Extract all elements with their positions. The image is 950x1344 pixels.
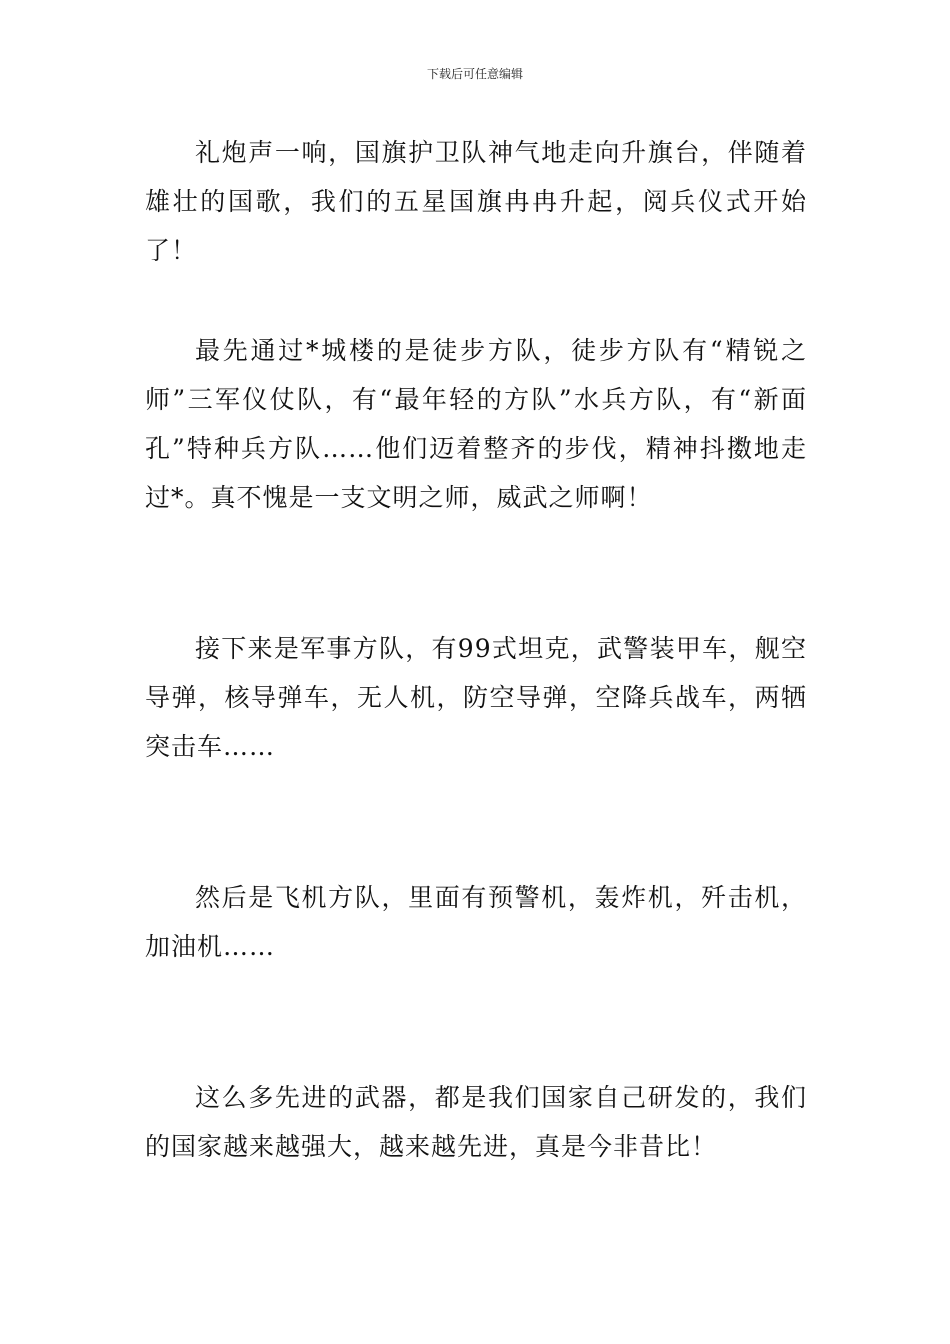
- paragraph-4: 然后是飞机方队，里面有预警机，轰炸机，歼击机，加油机……: [145, 883, 807, 961]
- paragraph-2: 最先通过*城楼的是徒步方队，徒步方队有“精锐之师”三军仪仗队，有“最年轻的方队”水兵方队，有“新面孔”特种兵方队……他们迈着整齐的步伐，精神抖擞地走过*。真不愧是一支文明之师，威武之师啊！: [145, 336, 807, 512]
- paragraph-1: 礼炮声一响，国旗护卫队神气地走向升旗台，伴随着雄壮的国歌，我们的五星国旗冉冉升起，阅兵仪式开始了！: [145, 138, 807, 265]
- header-note: 下载后可任意编辑: [426, 67, 523, 81]
- paragraph-5: 这么多先进的武器，都是我们国家自己研发的，我们的国家越来越强大，越来越先进，真是今非昔比！: [145, 1083, 807, 1161]
- paragraph-3: 接下来是军事方队，有99式坦克，武警装甲车，舰空导弹，核导弹车，无人机，防空导弹，空降兵战车，两牺突击车……: [145, 634, 807, 761]
